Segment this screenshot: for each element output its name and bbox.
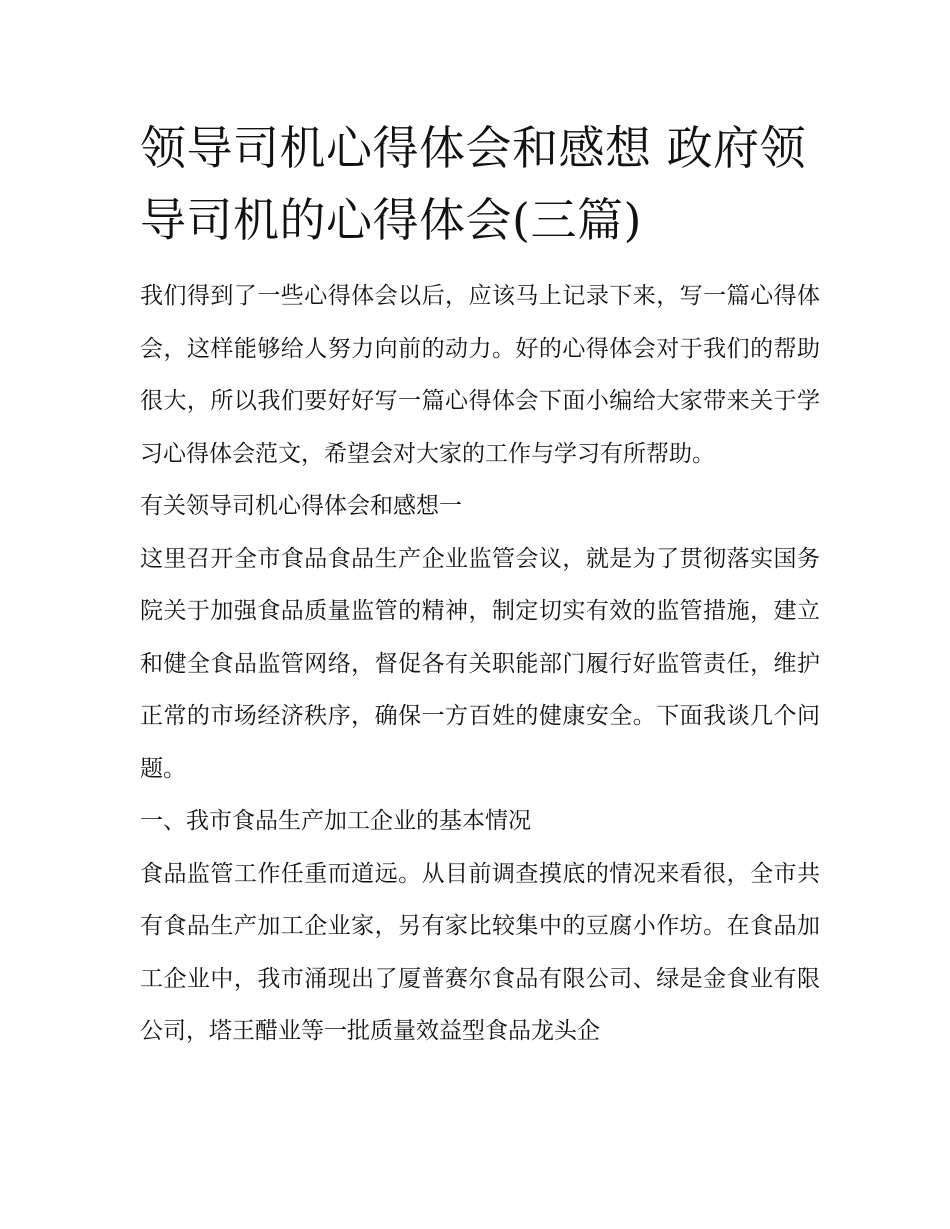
subsection-paragraph: 食品监管工作任重而道远。从目前调查摸底的情况来看很，全市共有食品生产加工企业家，另有家比较集中的豆腐小作坊。在食品加工企业中，我市涌现出了厦普赛尔食品有限公司、绿是金食业有限公司，塔王醋业等一批质量效益型食品龙头企 bbox=[140, 860, 820, 1044]
intro-paragraph: 我们得到了一些心得体会以后，应该马上记录下来，写一篇心得体会，这样能够给人努力向前的动力。好的心得体会对于我们的帮助很大，所以我们要好好写一篇心得体会下面小编给大家带来关于学习心得体会范文，希望会对大家的工作与学习有所帮助。 bbox=[140, 283, 820, 467]
document-title: 领导司机心得体会和感想 政府领导司机的心得体会(三篇) bbox=[140, 121, 807, 247]
section-heading: 有关领导司机心得体会和感想一 bbox=[140, 493, 462, 519]
document-page bbox=[140, 112, 820, 1058]
section-paragraph: 这里召开全市食品食品生产企业监管会议，就是为了贯彻落实国务院关于加强食品质量监管的精神，制定切实有效的监管措施，建立和健全食品监管网络，督促各有关职能部门履行好监管责任，维护正常的市场经济秩序，确保一方百姓的健康安全。下面我谈几个问题。 bbox=[140, 545, 820, 782]
subsection-heading: 一、我市食品生产加工企业的基本情况 bbox=[140, 808, 531, 834]
